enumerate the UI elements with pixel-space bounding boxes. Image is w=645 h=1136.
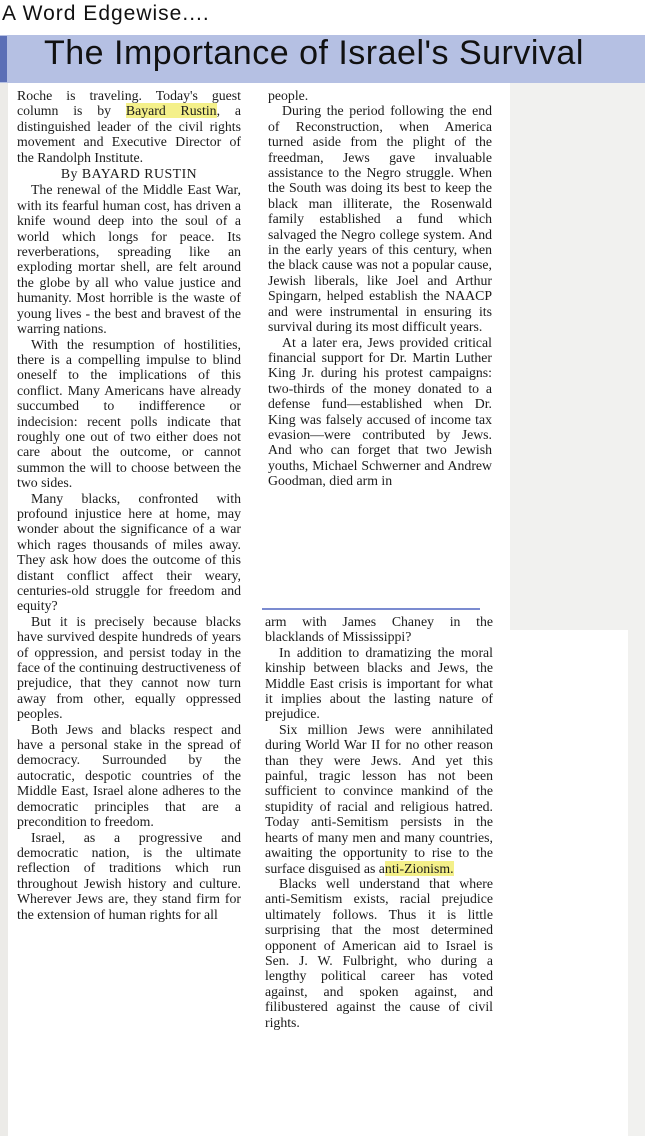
article-column-1 <box>17 88 241 922</box>
paragraph: Blacks well understand that where anti-Semitism exists, racial prejudice ultimately follows. Thus it is little surprising that the most determined opponent of American aid to Israel is Sen. J. W. Fulbright, who during a lengthy political career has voted against, and spoken against, and filibustered against the cause of civil rights. <box>265 875 493 1030</box>
paragraph-continued: arm with James Chaney in the blacklands of Mississippi? <box>265 614 493 645</box>
paragraph: In addition to dramatizing the moral kinship between blacks and Jews, the Middle East crisis is important for what it implies about the lasting nature of prejudice. <box>265 644 493 722</box>
editor-note-text: Roche is traveling. Today's guest column is by <box>17 88 241 119</box>
editor-note <box>17 88 241 165</box>
paragraph-text: Six million Jews were annihilated during World War II for no other reason than they were Jews. And yet this painful, tragic lesson has not been sufficient to convince mankind of the stupidity of racial and religious hatred. Today anti-Semitism persists in the hearts of many men and many countries, awaiting the opportunity to rise to the surface disguised as a <box>265 721 493 876</box>
article-column-2 <box>268 88 492 489</box>
paragraph: At a later era, Jews provided critical financial support for Dr. Martin Luther King Jr. during his protest campaigns: two-thirds of the money donated to a defense fund—established when Dr. King was falsely accused of income tax evasion—were contributed by Jews. And who can forget that two Jewish youths, Michael Schwerner and Andrew Goodman, died arm in <box>268 334 492 489</box>
author-name-highlight: Bayard Rustin <box>125 103 217 119</box>
scan-margin-shade-lower <box>628 630 645 1136</box>
headline: The Importance of Israel's Survival <box>44 34 584 72</box>
paragraph: Israel, as a progressive and democratic nation, is the ultimate reflection of traditions which run throughout Jewish history and culture. Wherever Jews are, they stand firm for the extension of human rights for all <box>17 829 241 922</box>
paragraph <box>265 722 493 876</box>
paragraph: Many blacks, confronted with profound injustice here at home, may wonder about the significance of a war which rages thousands of miles away. They ask how does the outcome of this distant conflict affect their weary, centuries-old struggle for freedom and equity? <box>17 490 241 614</box>
article-column-3 <box>265 614 493 1030</box>
paragraph: But it is precisely because blacks have survived despite hundreds of years of oppression, and persist today in the face of the continuing destructiveness of prejudice, that they cannot now turn away from other, equally oppressed peoples. <box>17 613 241 722</box>
paragraph: With the resumption of hostilities, there is a compelling impulse to blind oneself to the implications of this conflict. Many Americans have already succumbed to indifference or indecision: recent polls indicate that roughly one out of two either does not care about the outcome, or cannot summon the will to choose between the two sides. <box>17 336 241 491</box>
scan-margin-shade <box>510 83 645 630</box>
byline: By BAYARD RUSTIN <box>60 166 198 182</box>
page-margin-shade <box>0 83 8 1136</box>
headline-band-edge <box>0 36 7 82</box>
paragraph: During the period following the end of Reconstruction, when America turned aside from the plight of the freedman, Jews gave invaluable assistance to the Negro struggle. When the South was doing its best to keep the black man illiterate, the Rosenwald family established a fund which salvaged the Negro college system. And in the early years of this century, when the black cause was not a popular cause, Jewish liberals, like Joel and Arthur Spingarn, helped establish the NAACP and were instrumental in ensuring its survival during its most difficult years. <box>268 103 492 335</box>
paragraph-continued: people. <box>268 88 309 103</box>
column-kicker: A Word Edgewise.... <box>2 2 210 25</box>
paragraph: Both Jews and blacks respect and have a personal stake in the spread of democracy. Surrounded by the autocratic, despotic countries of the Middle East, Israel alone adheres to the democratic principles that are a precondition to freedom. <box>17 721 241 830</box>
anti-zionism-highlight: nti-Zionism. <box>384 860 454 876</box>
editor-note-text-end: , a distinguished leader of the civil rights movement and Executive Director of the Randolph Institute. <box>17 103 241 165</box>
paragraph: The renewal of the Middle East War, with its fearful human cost, has driven a knife wound deep into the soul of a world which longs for peace. Its reverberations, spreading like an exploding mortar shell, are felt around the globe by all who value justice and humanity. Most horrible is the waste of young lives - the best and bravest of the warring nations. <box>17 182 241 337</box>
column-break-rule <box>262 608 480 610</box>
